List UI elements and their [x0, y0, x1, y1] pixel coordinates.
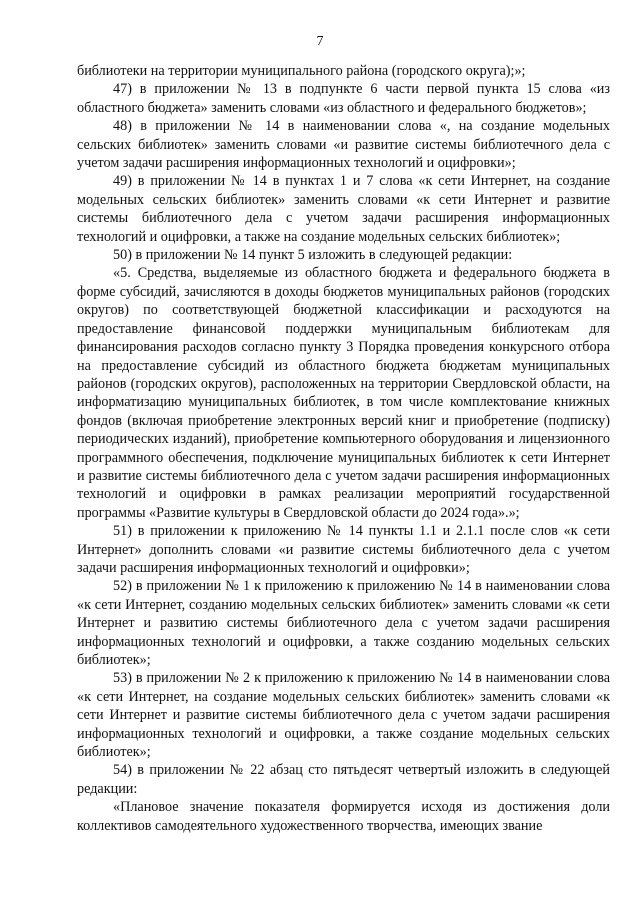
paragraph-item-51: 51) в приложении к приложению № 14 пункты 1.1 и 2.1.1 после слов «к сети Интернет» дополнить словами «и развитие системы библиотечного дела с учетом задачи расширения информационных технологий и оцифровки»; — [77, 523, 610, 576]
paragraph-item-54: 54) в приложении № 22 абзац сто пятьдесят четвертый изложить в следующей редакции: — [77, 762, 610, 797]
page-number: 7 — [316, 34, 324, 49]
paragraph-item-50: 50) в приложении № 14 пункт 5 изложить в следующей редакции: — [113, 247, 513, 264]
paragraph-item-49: 49) в приложении № 14 в пунктах 1 и 7 слова «к сети Интернет, на создание модельных сельских библиотек» заменить словами «к сети Интернет и развитие системы библиотечного дела с учетом задачи расширения информационных технологий и оцифровки, а также на создание модельных сельских библиотек»; — [77, 173, 610, 245]
paragraph-continuation: библиотеки на территории муниципального района (городского округа);»; — [77, 63, 526, 79]
paragraph-item-47: 47) в приложении № 13 в подпункте 6 части первой пункта 15 слова «из областного бюджета» заменить словами «из областного и федерального бюджетов»; — [77, 81, 610, 116]
paragraph-quoted-start: «Плановое значение показателя формируется исходя из достижения доли коллективов самодеятельного художественного творчества, имеющих звание — [77, 799, 610, 834]
paragraph-item-48: 48) в приложении № 14 в наименовании слова «, на создание модельных сельских библиотек» заменить словами «и развитие системы библиотечного дела с учетом задачи расширения информационных технологий и оцифровки»; — [77, 118, 610, 172]
paragraph-quoted-clause-5: «5. Средства, выделяемые из областного бюджета и федерального бюджета в форме субсидий, зачисляются в доходы бюджетов муниципальных районов (городских округов) по соответствующей бюджетной классификации и расходуются на предоставление финансовой поддержки муниципальным библиотекам для финансирования расходов согласно пункту 3 Порядка проведения конкурсного отбора на предоставление субсидий из областного бюджета бюджетам муниципальных районов (городских округов), расположенных на территории Свердловской области, на информатизацию муниципальных библиотек, в том числе комплектование книжных фондов (включая приобретение электронных версий книг и приобретение (подписку) периодических изданий), приобретение компьютерного оборудования и лицензионного программного обеспечения, подключение муниципальных библиотек к сети Интернет и развитие системы библиотечного дела с учетом задачи расширения информационных технологий и оцифровки в рамках реализации мероприятий государственной программы «Развитие культуры в Свердловской области до 2024 года».»; — [77, 265, 610, 521]
document-body — [77, 62, 610, 835]
paragraph-item-53: 53) в приложении № 2 к приложению к приложению № 14 в наименовании слова «к сети Интернет, на создание модельных сельских библиотек» заменить словами «к сети Интернет и развитие системы библиотечного дела с учетом задачи расширения информационных технологий и оцифровки, а также создание модельных сельских библиотек»; — [77, 670, 610, 761]
paragraph-item-52: 52) в приложении № 1 к приложению к приложению № 14 в наименовании слова «к сети Интернет, созданию модельных сельских библиотек» заменить словами «к сети Интернет и развитию системы библиотечного дела с учетом задачи расширения информационных технологий и оцифровки, а также созданию модельных сельских библиотек»; — [77, 578, 610, 668]
